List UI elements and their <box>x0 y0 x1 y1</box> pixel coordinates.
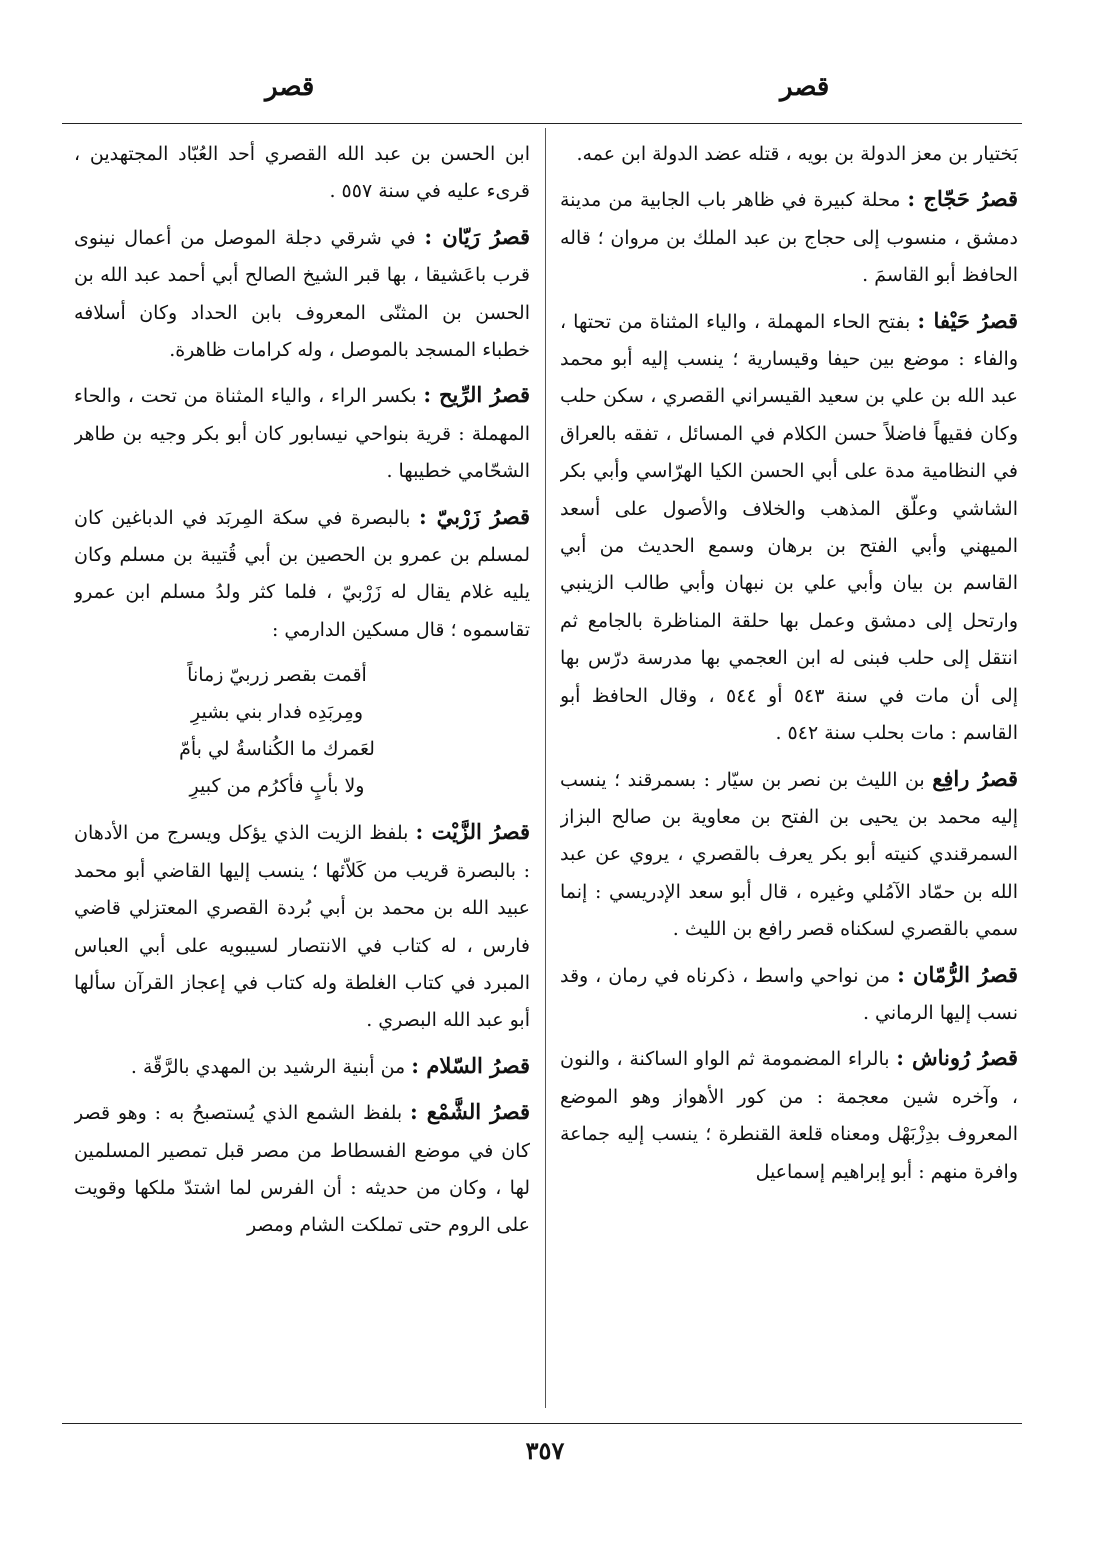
running-head-right: قصر <box>780 72 830 102</box>
poem-line: ومِربَدِه فدار بني بشيرِ <box>191 701 363 724</box>
entry-text: بالبصرة في سكة المِربَد في الدباغين كان لمسلم بن عمرو بن الحصين بن أبي قُتيبة بن مسلم وكان يليه غلام يقال له زَرْبيّ ، فلما كثر ولدُ مسلم ابن عمرو تقاسموه ؛ قال مسكين الدارمي : <box>74 506 530 641</box>
header-rule <box>62 123 1022 124</box>
entry-qasr-runash <box>560 1039 1018 1191</box>
headword: قصرُ رافِع <box>932 765 1018 791</box>
running-head-left: قصر <box>265 72 315 102</box>
headword: قصرُ رُوناش : <box>896 1045 1018 1071</box>
entry-qasr-zayt <box>74 813 530 1039</box>
entry-qasr-salam <box>74 1047 530 1086</box>
headword: قصرُ الزَّيْت : <box>415 819 530 845</box>
continuation-text: ابن الحسن بن عبد الله القصري أحد العُبّاد المجتهدين ، قرىء عليه في سنة ٥٥٧ . <box>74 143 530 203</box>
headword: قصرُ زَرْبيّ : <box>419 503 530 529</box>
entry-text: بفتح الحاء المهملة ، والياء المثناة من تحتها ، والفاء : موضع بين حيفا وقيسارية ؛ ينسب إليه أبو محمد عبد الله بن علي بن سعيد القيسراني القصري ، سكن حلب وكان فقيهاً فاضلاً حسن الكلام في المسائل ، تفقه بالعراق في النظامية مدة على أبي الحسن الكيا الهرّاسي وأبي بكر الشاشي وعلّق المذهب والخلاف والأصول على أسعد الميهني وأبي الفتح بن برهان وسمع الحديث من أبي القاسم بن بيان وأبي علي بن نبهان وأبي طالب الزينبي وارتحل إلى دمشق وعمل بها حلقة المناظرة بالجامع ثم انتقل إلى حلب فبنى له ابن العجمي بها مدرسة درّس بها إلى أن مات في سنة ٥٤٣ أو ٥٤٤ ، وقال الحافظ أبو القاسم : مات بحلب سنة ٥٤٢ . <box>560 310 1018 745</box>
poem-line: ولا بأبٍ فأكرُم من كبيرِ <box>189 775 365 798</box>
entry-text: بن الليث بن نصر بن سيّار : بسمرقند ؛ ينسب إليه محمد بن يحيى بن الفتح بن معاوية بن صالح البزاز السمرقندي كنيته أبو بكر يعرف بالقصري ، يروي عن عبد الله بن حمّاد الآمُلي وغيره ، قال أبو سعد الإدريسي : إنما سمي بالقصري لسكناه قصر رافع بن الليث . <box>560 768 1018 941</box>
entry-text: في شرقي دجلة الموصل من أعمال نينوى قرب باعَشيقا ، بها قبر الشيخ الصالح أبي أحمد عبد الله بن الحسن بن المثنّى المعروف بابن الحداد وكان أسلافه خطباء المسجد بالموصل ، وله كرامات ظاهرة. <box>74 226 530 362</box>
entry-qasr-haifa <box>560 302 1018 753</box>
headword: قصرُ الرُّمّان : <box>897 961 1018 987</box>
entry-text: بلفظ الزيت الذي يؤكل ويسرج من الأدهان : بالبصرة قريب من كَلاّئها ؛ ينسب إليها القاضي أبو محمد عبيد الله بن محمد بن أبي بُردة القصري المعتزلي قاضي فارس ، له كتاب في الانتصار لسيبويه على أبي العباس المبرد في كتاب الغلطة وله كتاب في إعجاز القرآن سألها أبو عبد الله البصري . <box>74 822 530 1032</box>
column-divider <box>545 128 546 1408</box>
headword: قصرُ حَيْفا : <box>917 307 1018 333</box>
entry-qasr-rafi <box>560 760 1018 949</box>
footer-rule <box>62 1423 1022 1424</box>
headword: قصرُ الرِّيح : <box>423 382 530 408</box>
entry-qasr-sham <box>74 1093 530 1245</box>
entry-text: بالراء المضمومة ثم الواو الساكنة ، والنون ، وآخره شين معجمة : من كور الأهواز وهو الموضع المعروف بدِزْبَهْل ومعناه قلعة القنطرة ؛ ينسب إليه جماعة وافرة منهم : أبو إبراهيم إسماعيل <box>560 1048 1018 1183</box>
headword: قصرُ الشَّمْع : <box>409 1099 530 1125</box>
entry-text: بكسر الراء ، والياء المثناة من تحت ، والحاء المهملة : قرية بنواحي نيسابور كان أبو بكر وجيه بن طاهر الشحّامي خطيبها . <box>74 385 530 483</box>
headword: قصرُ رَيّان : <box>424 223 530 249</box>
continuation-text: بَختيار بن معز الدولة بن بويه ، قتله عضد الدولة ابن عمه. <box>576 143 1018 165</box>
left-column <box>74 136 530 1408</box>
entry-qasr-hajjaj <box>560 180 1018 294</box>
page-number: ٣٥٧ <box>525 1436 565 1465</box>
headword: قصرُ السّلام : <box>411 1052 530 1078</box>
entry-text: من نواحي واسط ، ذكرناه في رمان ، وقد نسب إليها الرماني . <box>560 964 1018 1024</box>
entry-qasr-rayyan <box>74 218 530 370</box>
entry-qasr-zarbi <box>74 498 530 650</box>
poem-line: لعَمرك ما الكُناسةُ لي بأمّ <box>179 738 375 761</box>
headword: قصرُ حَجّاج : <box>907 186 1018 212</box>
poem-line: أقمت بقصر زربيّ زماناً <box>187 664 367 687</box>
poem <box>104 657 450 805</box>
entry-text: من أبنية الرشيد بن المهدي بالرَّقّة . <box>130 1055 406 1078</box>
entry-qasr-rih <box>74 376 530 490</box>
entry-text: بلفظ الشمع الذي يُستصبحُ به : وهو قصر كان في موضع الفسطاط من مصر قبل تمصير المسلمين لها ، وكان من حديثه : أن الفرس لما اشتدّ ملكها وقويت على الروم حتى تملكت الشام ومصر <box>74 1102 530 1237</box>
entry-qasr-rumman <box>560 956 1018 1033</box>
right-column <box>560 136 1018 1408</box>
entry-text: محلة كبيرة في ظاهر باب الجابية من مدينة دمشق ، منسوب إلى حجاج بن عبد الملك بن مروان ؛ قاله الحافظ أبو القاسمَ . <box>560 189 1018 287</box>
